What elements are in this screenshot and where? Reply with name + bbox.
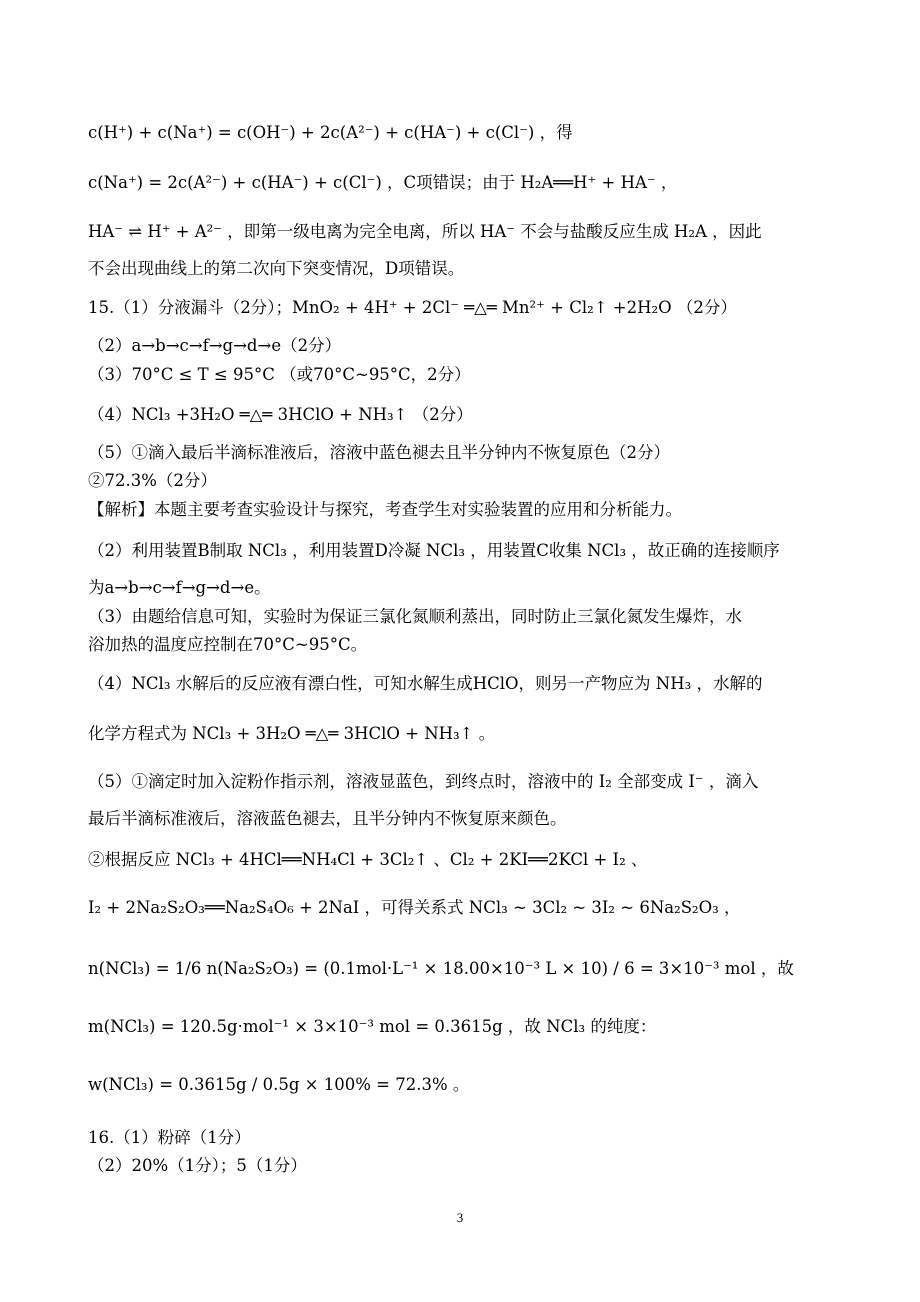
text-line: （2）a→b→c→f→g→d→e（2分）	[88, 336, 342, 355]
text-line: 15.（1）分液漏斗（2分）；MnO₂ + 4H⁺ + 2Cl⁻ ═△═ Mn²⁺ + Cl₂↑ +2H₂O （2分）	[88, 298, 737, 317]
text-line: 浴加热的温度应控制在70°C~95°C。	[88, 635, 368, 654]
text-line: 为a→b→c→f→g→d→e。	[88, 578, 271, 597]
text-line: （5）①滴定时加入淀粉作指示剂，溶液显蓝色，到终点时，溶液中的 I₂ 全部变成 I⁻ ，滴入	[88, 772, 759, 791]
text-line: c(Na⁺) = 2c(A²⁻) + c(HA⁻) + c(Cl⁻) ，C项错误；由于 H₂A══H⁺ + HA⁻ ，	[88, 173, 678, 192]
text-line: n(NCl₃) = 1/6 n(Na₂S₂O₃) = (0.1mol·L⁻¹ × 18.00×10⁻³ L × 10) / 6 = 3×10⁻³ mol ，故	[88, 959, 794, 978]
text-line: m(NCl₃) = 120.5g·mol⁻¹ × 3×10⁻³ mol = 0.3615g ，故 NCl₃ 的纯度：	[88, 1017, 657, 1036]
text-line: ②根据反应 NCl₃ + 4HCl══NH₄Cl + 3Cl₂↑ 、Cl₂ + 2KI══2KCl + I₂ 、	[88, 850, 648, 869]
text-line: 16.（1）粉碎（1分）	[88, 1128, 251, 1147]
text-line: 【解析】本题主要考查实验设计与探究，考查学生对实验装置的应用和分析能力。	[88, 500, 682, 519]
text-line: HA⁻ ⇌ H⁺ + A²⁻ ，即第一级电离为完全电离，所以 HA⁻ 不会与盐酸反应生成 H₂A ，因此	[88, 222, 762, 241]
text-line: w(NCl₃) = 0.3615g / 0.5g × 100% = 72.3% 。	[88, 1075, 470, 1094]
text-line: （2）20%（1分）；5（1分）	[88, 1156, 307, 1175]
text-line: ②72.3%（2分）	[88, 471, 217, 490]
text-line: 最后半滴标准液后，溶液蓝色褪去，且半分钟内不恢复原来颜色。	[88, 809, 567, 828]
text-line: I₂ + 2Na₂S₂O₃══Na₂S₄O₆ + 2NaI ，可得关系式 NCl₃ ~ 3Cl₂ ~ 3I₂ ~ 6Na₂S₂O₃ ，	[88, 898, 741, 917]
text-line: （4）NCl₃ +3H₂O ═△═ 3HClO + NH₃↑ （2分）	[88, 405, 473, 424]
text-line: c(H⁺) + c(Na⁺) = c(OH⁻) + 2c(A²⁻) + c(HA⁻) + c(Cl⁻) ，得	[88, 123, 573, 142]
text-line: 不会出现曲线上的第二次向下突变情况，D项错误。	[88, 259, 465, 278]
page-number: 3	[456, 1210, 464, 1225]
text-line: （4）NCl₃ 水解后的反应液有漂白性，可知水解生成HClO，则另一产物应为 NH₃ ，水解的	[88, 674, 763, 693]
text-line: （2）利用装置B制取 NCl₃ ，利用装置D冷凝 NCl₃ ，用装置C收集 NCl₃ ，故正确的连接顺序	[88, 541, 780, 560]
text-line: （5）①滴入最后半滴标准液后，溶液中蓝色褪去且半分钟内不恢复原色（2分）	[88, 443, 670, 462]
text-line: 化学方程式为 NCl₃ + 3H₂O ═△═ 3HClO + NH₃↑ 。	[88, 724, 496, 743]
text-line: （3）70°C ≤ T ≤ 95°C （或70°C~95°C，2分）	[88, 365, 471, 384]
text-line: （3）由题给信息可知，实验时为保证三氯化氮顺利蒸出，同时防止三氯化氮发生爆炸，水	[88, 607, 742, 626]
